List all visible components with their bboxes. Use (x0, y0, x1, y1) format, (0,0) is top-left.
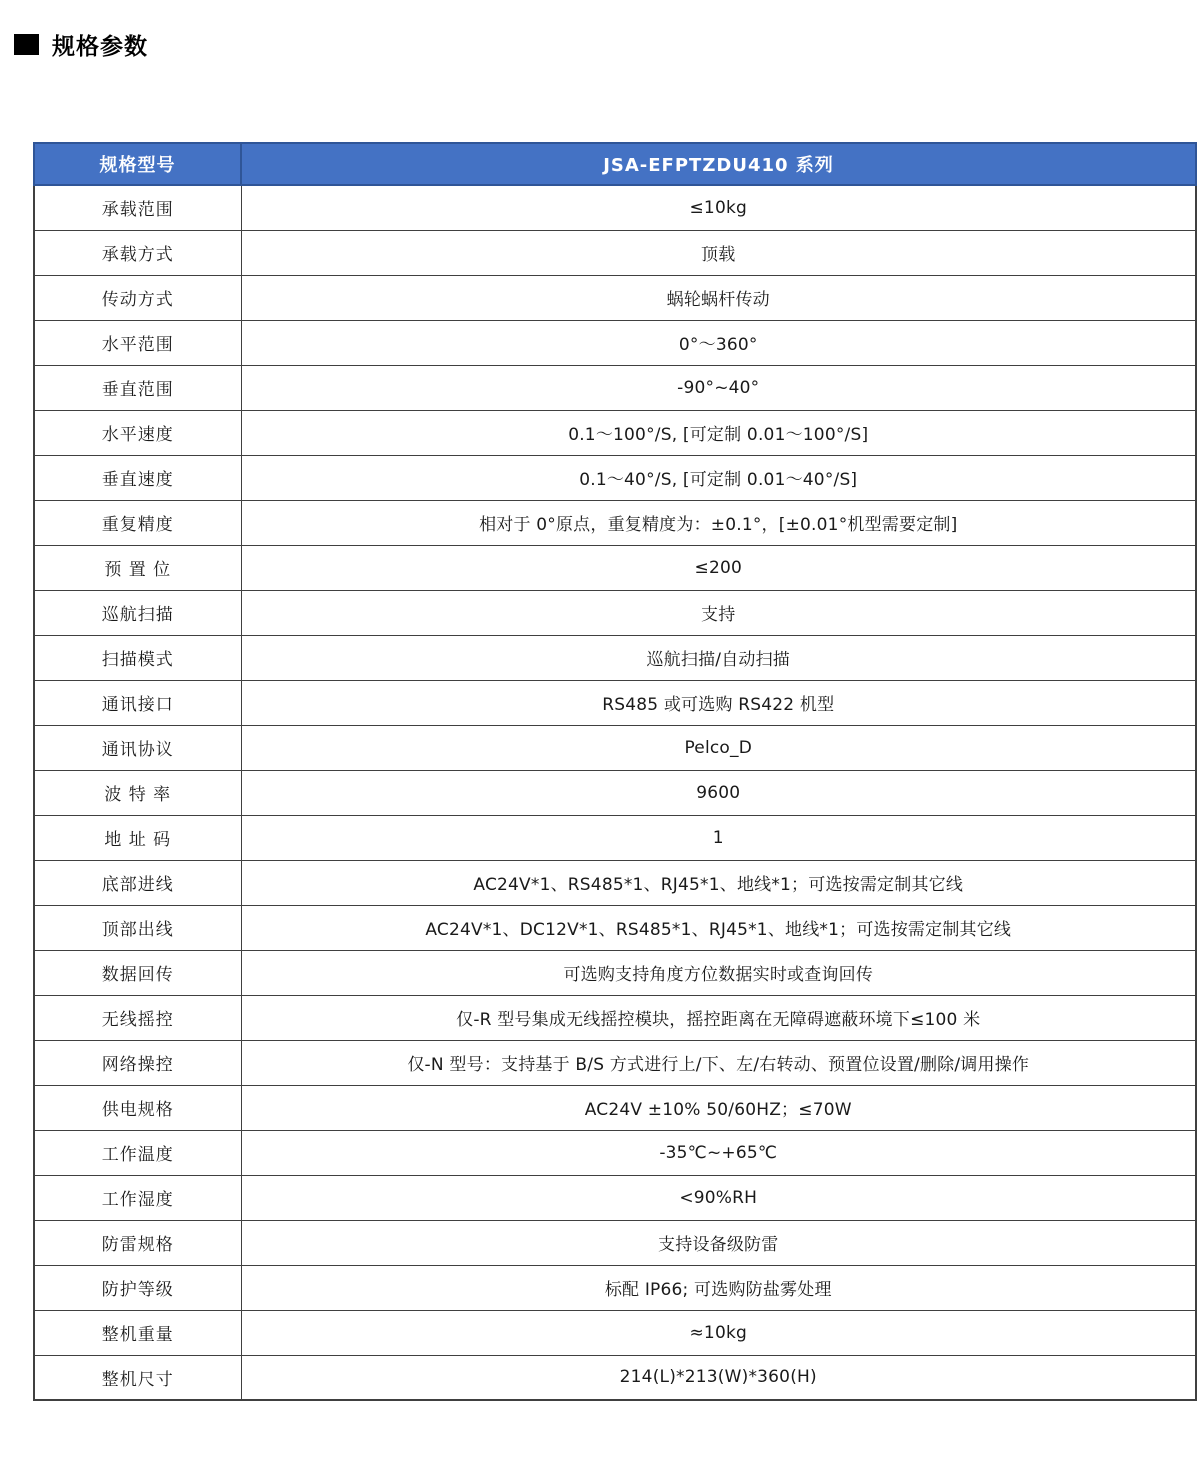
spec-table (33, 142, 1197, 1401)
spec-value: AC24V*1、RS485*1、RJ45*1、地线*1；可选按需定制其它线 (241, 860, 1196, 905)
spec-row (34, 1085, 1196, 1130)
spec-value: 蜗轮蜗杆传动 (241, 275, 1196, 320)
spec-label: 地 址 码 (34, 815, 241, 860)
spec-value: 仅-N 型号：支持基于 B/S 方式进行上/下、左/右转动、预置位设置/删除/调用操作 (241, 1040, 1196, 1085)
spec-row (34, 950, 1196, 995)
spec-row (34, 410, 1196, 455)
spec-label: 工作温度 (34, 1130, 241, 1175)
spec-value: -35℃~+65℃ (241, 1130, 1196, 1175)
spec-label: 通讯接口 (34, 680, 241, 725)
spec-label: 垂直范围 (34, 365, 241, 410)
spec-row (34, 1130, 1196, 1175)
spec-value: 相对于 0°原点，重复精度为：±0.1°，[±0.01°机型需要定制] (241, 500, 1196, 545)
spec-row (34, 365, 1196, 410)
spec-row (34, 1355, 1196, 1400)
spec-value: 214(L)*213(W)*360(H) (241, 1355, 1196, 1400)
spec-label: 波 特 率 (34, 770, 241, 815)
spec-label: 承载范围 (34, 185, 241, 230)
title-marker-icon (14, 34, 39, 55)
spec-value: 可选购支持角度方位数据实时或查询回传 (241, 950, 1196, 995)
spec-table-body (34, 185, 1196, 1400)
section-title (14, 28, 148, 61)
spec-row (34, 1265, 1196, 1310)
spec-label: 数据回传 (34, 950, 241, 995)
spec-row (34, 230, 1196, 275)
spec-row (34, 500, 1196, 545)
spec-label: 扫描模式 (34, 635, 241, 680)
spec-row (34, 905, 1196, 950)
spec-row (34, 725, 1196, 770)
spec-value: AC24V ±10% 50/60HZ；≤70W (241, 1085, 1196, 1130)
spec-label: 无线摇控 (34, 995, 241, 1040)
spec-row (34, 1175, 1196, 1220)
spec-row (34, 995, 1196, 1040)
spec-value: 仅-R 型号集成无线摇控模块，摇控距离在无障碍遮蔽环境下≤100 米 (241, 995, 1196, 1040)
spec-value: <90%RH (241, 1175, 1196, 1220)
spec-row (34, 860, 1196, 905)
spec-row (34, 770, 1196, 815)
spec-label: 整机重量 (34, 1310, 241, 1355)
spec-label: 水平速度 (34, 410, 241, 455)
spec-row (34, 455, 1196, 500)
spec-value: 标配 IP66; 可选购防盐雾处理 (241, 1265, 1196, 1310)
spec-value: 0.1～100°/S, [可定制 0.01～100°/S] (241, 410, 1196, 455)
spec-table-header-series: JSA-EFPTZDU410 系列 (241, 143, 1196, 185)
spec-label: 通讯协议 (34, 725, 241, 770)
spec-label: 巡航扫描 (34, 590, 241, 635)
section-title-text: 规格参数 (52, 34, 148, 60)
spec-value: 巡航扫描/自动扫描 (241, 635, 1196, 680)
spec-row (34, 275, 1196, 320)
spec-row (34, 1040, 1196, 1085)
spec-table-header-row (34, 143, 1196, 185)
spec-value: -90°~40° (241, 365, 1196, 410)
spec-label: 网络操控 (34, 1040, 241, 1085)
spec-value: 0°～360° (241, 320, 1196, 365)
spec-label: 垂直速度 (34, 455, 241, 500)
spec-label: 水平范围 (34, 320, 241, 365)
spec-value: AC24V*1、DC12V*1、RS485*1、RJ45*1、地线*1；可选按需定制其它线 (241, 905, 1196, 950)
spec-row (34, 680, 1196, 725)
spec-label: 底部进线 (34, 860, 241, 905)
spec-label: 防护等级 (34, 1265, 241, 1310)
spec-value: ≤10kg (241, 185, 1196, 230)
spec-label: 整机尺寸 (34, 1355, 241, 1400)
spec-label: 传动方式 (34, 275, 241, 320)
spec-value: Pelco_D (241, 725, 1196, 770)
spec-row (34, 1220, 1196, 1265)
spec-label: 承载方式 (34, 230, 241, 275)
spec-label: 预 置 位 (34, 545, 241, 590)
spec-value: 1 (241, 815, 1196, 860)
spec-value: 支持设备级防雷 (241, 1220, 1196, 1265)
spec-value: ≈10kg (241, 1310, 1196, 1355)
spec-value: ≤200 (241, 545, 1196, 590)
spec-row (34, 815, 1196, 860)
spec-label: 工作湿度 (34, 1175, 241, 1220)
spec-row (34, 1310, 1196, 1355)
spec-label: 供电规格 (34, 1085, 241, 1130)
spec-row (34, 590, 1196, 635)
spec-table-header-model: 规格型号 (34, 143, 241, 185)
spec-value: 支持 (241, 590, 1196, 635)
spec-value: RS485 或可选购 RS422 机型 (241, 680, 1196, 725)
spec-label: 顶部出线 (34, 905, 241, 950)
spec-row (34, 185, 1196, 230)
spec-label: 重复精度 (34, 500, 241, 545)
spec-value: 顶载 (241, 230, 1196, 275)
spec-value: 0.1～40°/S, [可定制 0.01～40°/S] (241, 455, 1196, 500)
spec-row (34, 545, 1196, 590)
spec-label: 防雷规格 (34, 1220, 241, 1265)
spec-row (34, 635, 1196, 680)
spec-row (34, 320, 1196, 365)
spec-value: 9600 (241, 770, 1196, 815)
